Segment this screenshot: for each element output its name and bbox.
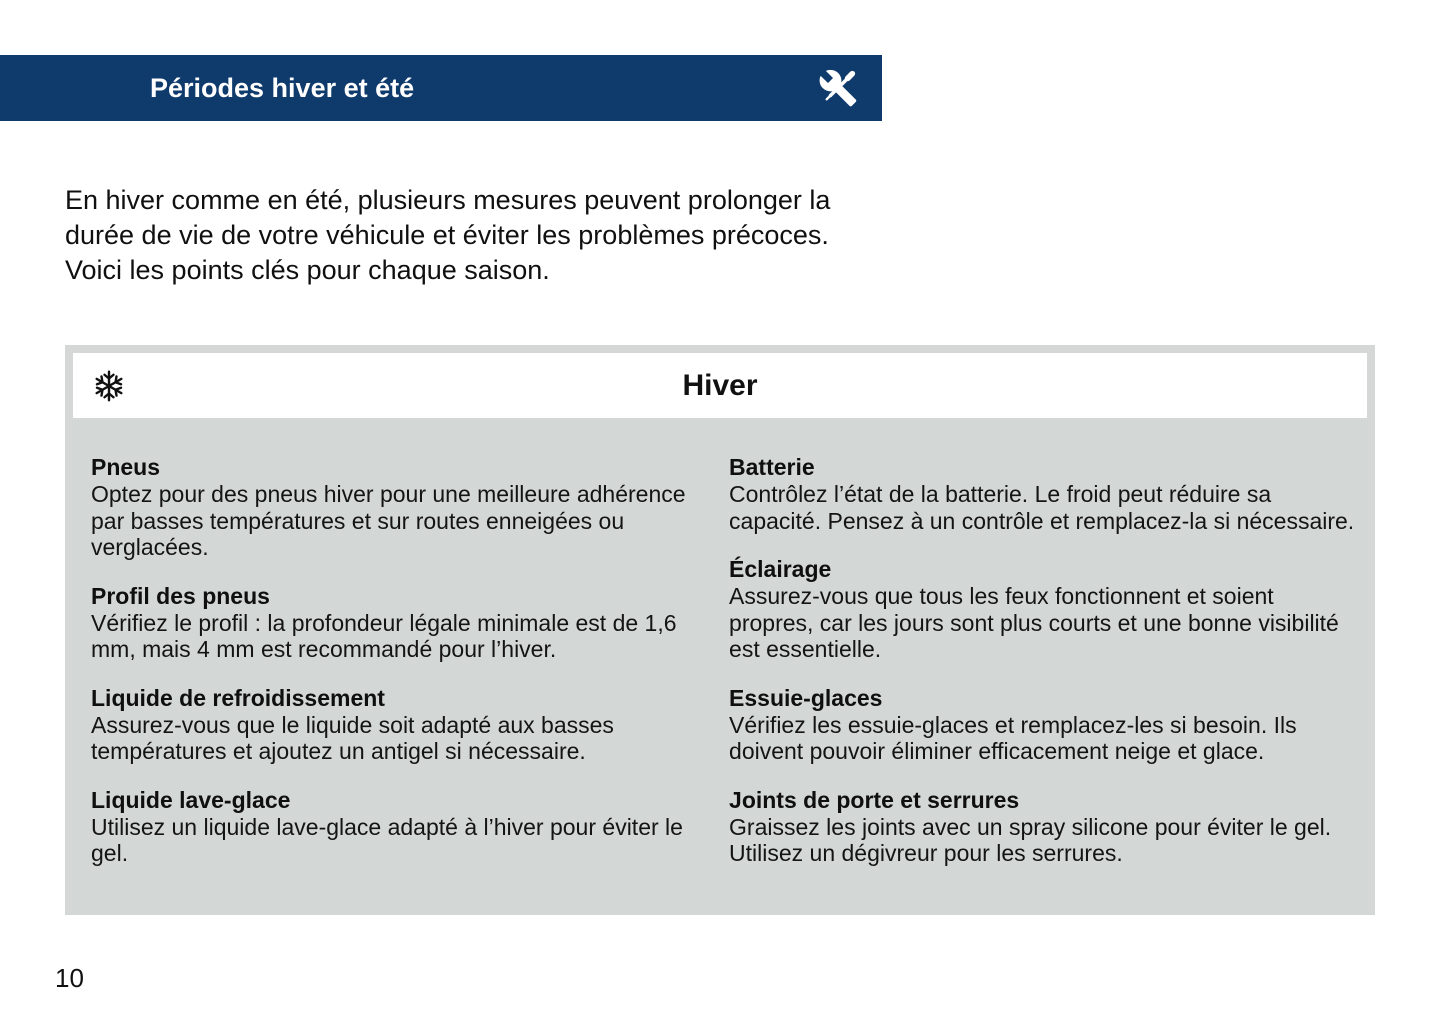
card-section-liquide-lave-glace <box>91 787 701 867</box>
section-header-bar <box>0 55 882 121</box>
section-heading: Profil des pneus <box>91 582 270 609</box>
section-heading: Pneus <box>91 454 161 480</box>
card-section-batterie <box>729 454 1355 534</box>
page-title: Périodes hiver et été <box>150 72 415 103</box>
section-heading: Joints de porte et serrures <box>729 786 1020 813</box>
season-card-body <box>73 418 1367 867</box>
season-card-title: Hiver <box>682 368 758 402</box>
section-body: Optez pour des pneus hiver pour une meilleure adhérence par basses températures et sur routes enneigées ou verglacées. <box>91 481 686 560</box>
section-body: Assurez-vous que tous les feux fonctionnent et soient propres, car les jours sont plus courts et une bonne visibilité est essentielle. <box>729 583 1339 662</box>
section-body: Contrôlez l’état de la batterie. Le froid peut réduire sa capacité. Pensez à un contrôle et remplacez-la si nécessaire. <box>729 481 1355 534</box>
section-body: Vérifiez le profil : la profondeur légale minimale est de 1,6 mm, mais 4 mm est recommandé pour l’hiver. <box>91 609 677 662</box>
card-column-right <box>729 454 1355 867</box>
season-card-header <box>73 353 1367 418</box>
section-heading: Liquide de refroidissement <box>91 684 385 711</box>
card-section-profil-des-pneus <box>91 583 701 663</box>
section-heading: Liquide lave-glace <box>91 786 291 813</box>
card-section-pneus <box>91 454 701 561</box>
section-heading: Essuie-glaces <box>729 684 883 711</box>
section-heading: Batterie <box>729 454 815 480</box>
card-section-liquide-refroidissement <box>91 685 701 765</box>
section-heading: Éclairage <box>729 556 832 582</box>
card-section-joints-serrures <box>729 787 1355 867</box>
section-body: Assurez-vous que le liquide soit adapté aux basses températures et ajoutez un antigel si nécessaire. <box>91 711 614 764</box>
section-body: Graissez les joints avec un spray silicone pour éviter le gel. Utilisez un dégivreur pour les serrures. <box>729 813 1332 866</box>
season-card-winter <box>65 345 1375 915</box>
section-body: Vérifiez les essuie-glaces et remplacez-les si besoin. Ils doivent pouvoir éliminer efficacement neige et glace. <box>729 711 1297 764</box>
section-body: Utilisez un liquide lave-glace adapté à l’hiver pour éviter le gel. <box>91 813 683 866</box>
tools-icon <box>818 68 858 108</box>
intro-paragraph: En hiver comme en été, plusieurs mesures peuvent prolonger la durée de vie de votre véhicule et éviter les problèmes précoces. Voici les points clés pour chaque saison. <box>65 185 831 285</box>
card-section-eclairage <box>729 556 1355 663</box>
card-column-left <box>91 454 701 867</box>
card-section-essuie-glaces <box>729 685 1355 765</box>
page-number: 10 <box>55 963 84 993</box>
